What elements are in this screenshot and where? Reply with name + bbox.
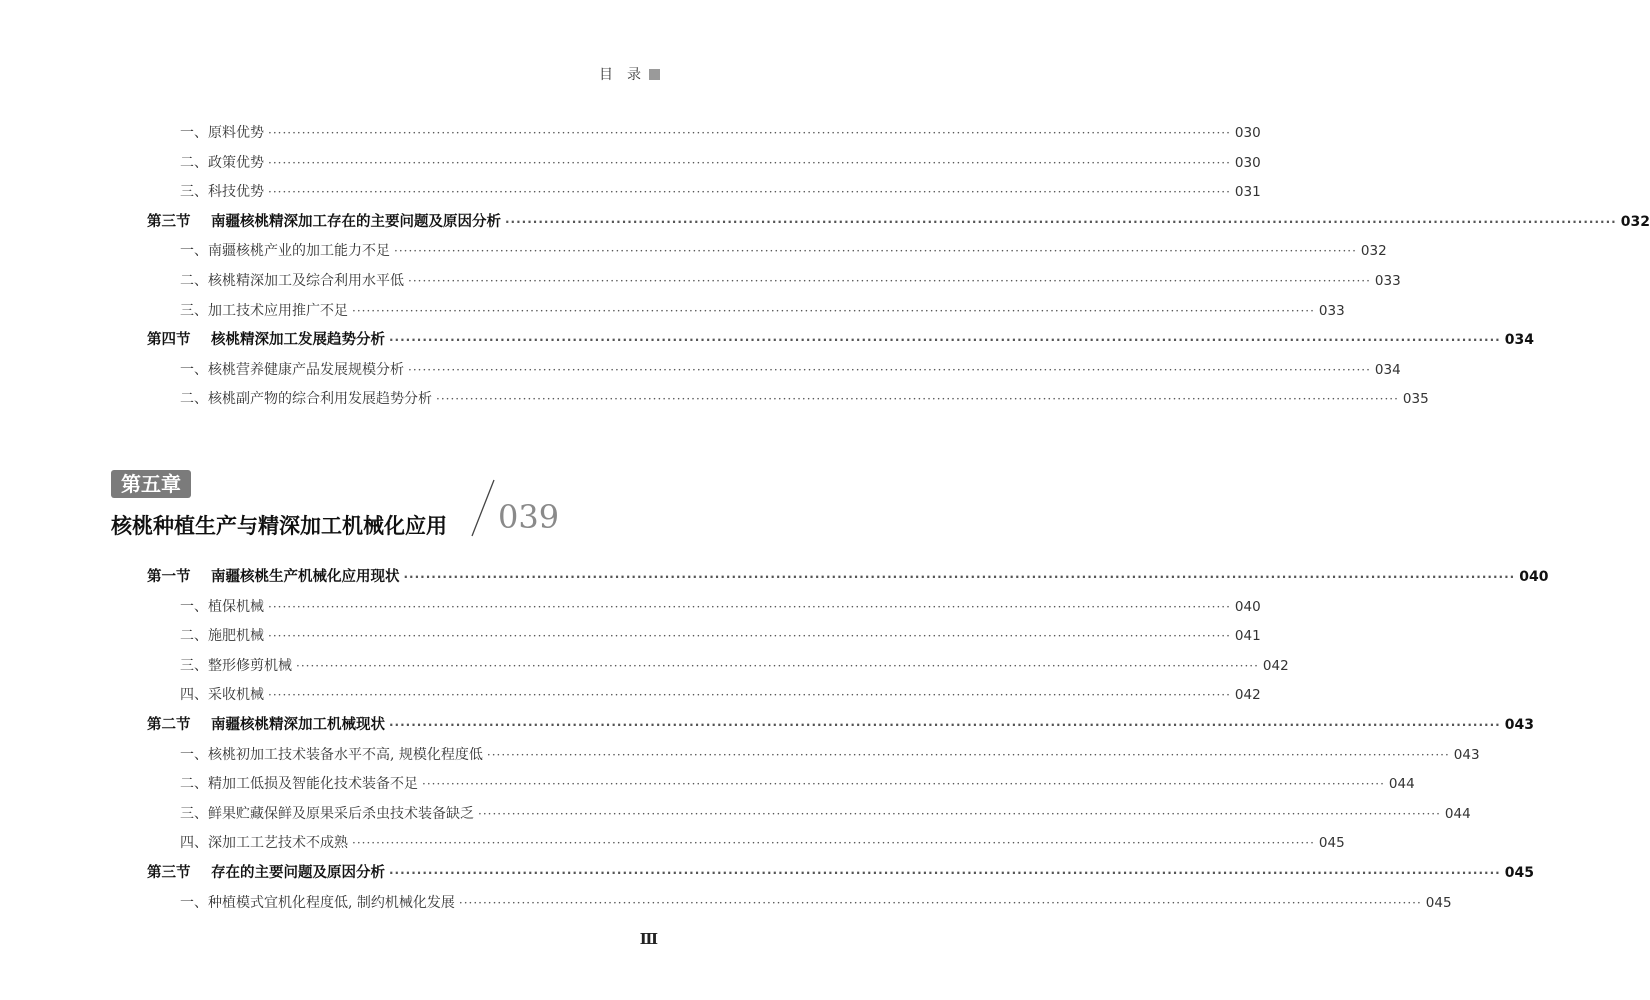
toc-item-row[interactable] — [180, 384, 1429, 414]
toc-page-number: 045 — [1425, 894, 1452, 911]
toc-section-label — [147, 858, 385, 888]
toc-page-number: 044 — [1388, 776, 1415, 793]
dot-leader: ········································································································································································································ — [268, 126, 1231, 140]
dot-leader: ········································································································································································································ — [352, 303, 1315, 318]
dot-leader: ········································································································································································································ — [268, 629, 1231, 644]
toc-section-number: 第一节 — [147, 569, 191, 585]
dot-leader: ········································································································································································································ — [389, 718, 1501, 732]
toc-section-title: 南疆核桃精深加工机械现状 — [211, 717, 385, 733]
toc-item-row[interactable] — [180, 828, 1345, 858]
toc-item-row[interactable] — [180, 651, 1289, 681]
dot-leader: ········································································································································································································ — [458, 895, 1422, 910]
toc-section-row[interactable] — [147, 562, 1549, 592]
toc-section-label — [147, 562, 400, 592]
dot-leader: ········································································································································································································ — [394, 244, 1357, 259]
dot-leader: ········································································································································································································ — [296, 658, 1259, 673]
toc-item-label: 三、鲜果贮藏保鲜及原果采后杀虫技术装备缺乏 — [180, 805, 474, 822]
dot-leader: ········································································································································································································ — [486, 747, 1450, 762]
chapter-title: 核桃种植生产与精深加工机械化应用 — [111, 513, 447, 538]
toc-page-number: 042 — [1262, 657, 1289, 674]
toc-section-number: 第三节 — [147, 865, 191, 881]
toc-item-row[interactable] — [180, 621, 1261, 651]
toc-page-number: 030 — [1234, 125, 1261, 141]
toc-page-number: 035 — [1402, 391, 1429, 408]
toc-item-row[interactable] — [180, 296, 1345, 326]
toc-item-label: 三、科技优势 — [180, 184, 264, 201]
toc-page-number: 040 — [1519, 569, 1549, 585]
toc-page-number: 031 — [1234, 184, 1261, 201]
dot-leader: ········································································································································································································ — [389, 866, 1501, 880]
dot-leader: ········································································································································································································ — [408, 362, 1371, 377]
toc-section-number: 第三节 — [147, 213, 191, 230]
dot-leader: ········································································································································································································ — [268, 688, 1231, 703]
toc-page-number: 043 — [1453, 746, 1480, 763]
toc-item-row[interactable] — [180, 592, 1261, 622]
page-folio: Ⅲ — [639, 930, 658, 948]
toc-page-number: 045 — [1318, 835, 1345, 852]
toc-item-row[interactable] — [180, 888, 1452, 918]
dot-leader: ········································································································································································································ — [436, 392, 1399, 407]
dot-leader: ········································································································································································································ — [268, 185, 1231, 200]
toc-page-number: 042 — [1234, 687, 1261, 704]
chapter-tag: 第五章 — [111, 470, 191, 498]
header-square-mark — [649, 69, 660, 80]
toc-item-label: 一、原料优势 — [180, 125, 264, 141]
toc-section-row[interactable] — [147, 858, 1534, 888]
toc-page-number: 030 — [1234, 154, 1261, 171]
toc-item-row[interactable] — [180, 118, 1261, 148]
toc-item-row[interactable] — [180, 769, 1415, 799]
toc-page-number: 033 — [1374, 273, 1401, 289]
toc-page-number: 034 — [1374, 361, 1401, 378]
toc-page-number: 045 — [1504, 865, 1534, 881]
toc-item-label: 一、南疆核桃产业的加工能力不足 — [180, 243, 390, 260]
dot-leader: ········································································································································································································ — [478, 806, 1441, 821]
toc-section-title: 存在的主要问题及原因分析 — [211, 865, 385, 881]
toc-section-title: 核桃精深加工发展趋势分析 — [211, 332, 385, 349]
toc-item-label: 一、核桃营养健康产品发展规模分析 — [180, 361, 404, 378]
toc-page-number: 043 — [1504, 717, 1534, 733]
toc-item-row[interactable] — [180, 177, 1261, 207]
toc-item-label: 二、核桃精深加工及综合利用水平低 — [180, 273, 404, 289]
dot-leader: ········································································································································································································ — [389, 333, 1501, 348]
dot-leader: ········································································································································································································ — [268, 155, 1231, 170]
toc-item-row[interactable] — [180, 680, 1261, 710]
toc-item-row[interactable] — [180, 355, 1401, 385]
toc-item-label: 二、施肥机械 — [180, 628, 264, 645]
toc-section-label — [147, 325, 385, 355]
toc-item-label: 二、核桃副产物的综合利用发展趋势分析 — [180, 391, 432, 408]
toc-item-label: 四、采收机械 — [180, 687, 264, 704]
toc-item-row[interactable] — [180, 266, 1401, 296]
toc-item-label: 四、深加工工艺技术不成熟 — [180, 835, 348, 852]
toc-page-number: 044 — [1444, 805, 1471, 822]
chapter-slash-divider — [470, 478, 496, 538]
running-header — [599, 64, 660, 84]
toc-page-number: 033 — [1318, 302, 1345, 319]
dot-leader: ········································································································································································································ — [505, 214, 1617, 229]
dot-leader: ········································································································································································································ — [403, 570, 1516, 584]
toc-section-number: 第二节 — [147, 717, 191, 733]
toc-item-label: 三、整形修剪机械 — [180, 657, 292, 674]
toc-item-label: 一、植保机械 — [180, 598, 264, 615]
toc-page-number: 032 — [1360, 243, 1387, 260]
toc-item-label: 一、核桃初加工技术装备水平不高, 规模化程度低 — [180, 746, 483, 763]
toc-section-row[interactable] — [147, 325, 1534, 355]
toc-item-label: 二、精加工低损及智能化技术装备不足 — [180, 776, 418, 793]
toc-item-label: 三、加工技术应用推广不足 — [180, 302, 348, 319]
toc-section-number: 第四节 — [147, 332, 191, 349]
toc-section-title: 南疆核桃生产机械化应用现状 — [211, 569, 400, 585]
toc-item-row[interactable] — [180, 799, 1471, 829]
dot-leader: ········································································································································································································ — [268, 599, 1231, 614]
toc-page-number: 032 — [1620, 213, 1650, 230]
toc-item-row[interactable] — [180, 148, 1261, 178]
toc-section-title: 南疆核桃精深加工存在的主要问题及原因分析 — [211, 213, 501, 230]
toc-item-row[interactable] — [180, 236, 1387, 266]
running-header-title: 目 录 — [599, 67, 641, 83]
toc-page-number: 041 — [1234, 628, 1261, 645]
chapter-page-number: 039 — [498, 498, 560, 536]
toc-page-number: 034 — [1504, 332, 1534, 349]
toc-section-row[interactable] — [147, 207, 1650, 237]
toc-section-label — [147, 207, 501, 237]
toc-item-label: 一、种植模式宜机化程度低, 制约机械化发展 — [180, 894, 455, 911]
toc-section-row[interactable] — [147, 710, 1534, 740]
toc-item-row[interactable] — [180, 740, 1480, 770]
dot-leader: ········································································································································································································ — [422, 777, 1385, 792]
toc-item-label: 二、政策优势 — [180, 154, 264, 171]
toc-page-number: 040 — [1234, 598, 1261, 615]
dot-leader: ········································································································································································································ — [352, 836, 1315, 851]
toc-section-label — [147, 710, 385, 740]
dot-leader: ········································································································································································································ — [408, 274, 1371, 288]
